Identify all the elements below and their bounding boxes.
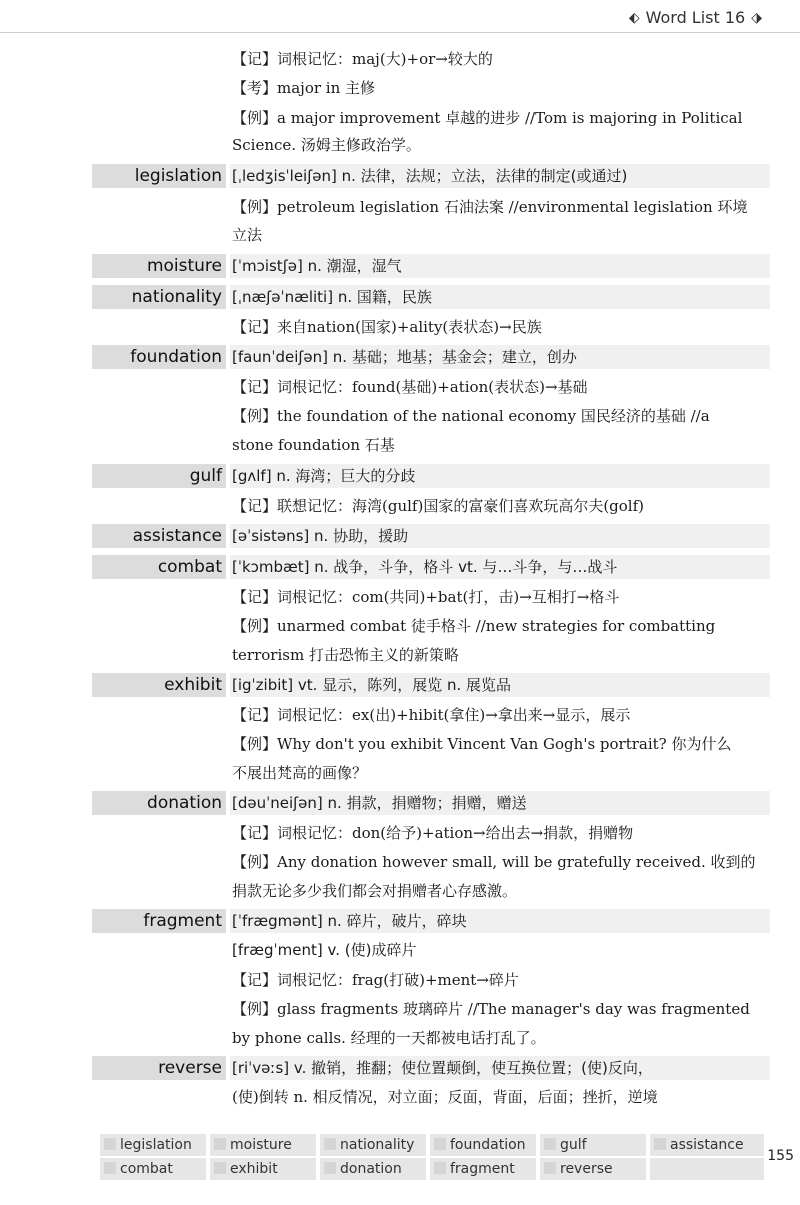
checkbox-icon <box>544 1162 556 1174</box>
diamond-arrow-icon: ⬗ <box>751 9 762 26</box>
review-item: nationality <box>320 1134 426 1156</box>
entry-memory: 【记】词根记忆：found(基础)+ation(表状态)→基础 <box>232 378 588 396</box>
review-item: exhibit <box>210 1158 316 1180</box>
entry-definition: [gʌlf] n. 海湾；巨大的分歧 <box>232 467 416 485</box>
headword-exhibit: exhibit <box>92 673 226 697</box>
entry-definition: [faunˈdeiʃən] n. 基础；地基；基金会；建立，创办 <box>232 348 577 366</box>
entry-example: 【例】unarmed combat 徒手格斗 //new strategies for combatting <box>232 617 716 635</box>
entry-memory: 【记】联想记忆：海湾(gulf)国家的富豪们喜欢玩高尔夫(golf) <box>232 497 645 515</box>
word-list-title: Word List 16 <box>645 8 746 27</box>
entry-example: 【例】Why don't you exhibit Vincent Van Gogh's portrait? 你为什么 <box>232 735 732 753</box>
entry-memory: 【记】词根记忆：com(共同)+bat(打，击)→互相打→格斗 <box>232 588 620 606</box>
entry-example: 不展出梵高的画像？ <box>232 764 368 782</box>
review-item: moisture <box>210 1134 316 1156</box>
entry-definition: [ˈkɔmbæt] n. 战争，斗争，格斗 vt. 与…斗争，与…战斗 <box>232 558 618 576</box>
checkbox-icon <box>104 1162 116 1174</box>
checkbox-icon <box>104 1138 116 1150</box>
entry-example: 【例】the foundation of the national economy 国民经济的基础 //a <box>232 407 710 425</box>
review-item: reverse <box>540 1158 646 1180</box>
headword-assistance: assistance <box>92 524 226 548</box>
review-item-empty <box>650 1158 764 1180</box>
entry-definition: [igˈzibit] vt. 显示，陈列，展览 n. 展览品 <box>232 676 512 694</box>
entry-definition: [ˌledʒisˈleiʃən] n. 法律，法规；立法，法律的制定(或通过) <box>232 167 628 185</box>
review-item: donation <box>320 1158 426 1180</box>
headword-fragment: fragment <box>92 909 226 933</box>
entry-memory: 【记】来自nation(国家)+ality(表状态)→民族 <box>232 318 542 336</box>
entry-line: Science. 汤姆主修政治学。 <box>232 136 421 154</box>
review-item: assistance <box>650 1134 764 1156</box>
page-header <box>629 8 762 27</box>
entry-memory: 【记】词根记忆：frag(打破)+ment→碎片 <box>232 971 519 989</box>
entry-definition: [frægˈment] v. (使)成碎片 <box>232 941 417 959</box>
headword-combat: combat <box>92 555 226 579</box>
entry-line: 【考】major in 主修 <box>232 79 376 97</box>
entry-example: by phone calls. 经理的一天都被电话打乱了。 <box>232 1029 546 1047</box>
entry-definition: [əˈsistəns] n. 协助，援助 <box>232 527 409 545</box>
checkbox-icon <box>324 1138 336 1150</box>
headword-reverse: reverse <box>92 1056 226 1080</box>
review-panel <box>100 1134 764 1182</box>
entry-memory: 【记】词根记忆：ex(出)+hibit(拿住)→拿出来→显示，展示 <box>232 706 631 724</box>
entry-example: terrorism 打击恐怖主义的新策略 <box>232 646 459 664</box>
headword-foundation: foundation <box>92 345 226 369</box>
review-item: fragment <box>430 1158 536 1180</box>
checkbox-icon <box>434 1162 446 1174</box>
entry-line: 【例】a major improvement 卓越的进步 //Tom is majoring in Political <box>232 109 743 127</box>
entry-example: 捐款无论多少我们都会对捐赠者心存感激。 <box>232 882 518 900</box>
page-number: 155 <box>767 1148 794 1164</box>
headword-gulf: gulf <box>92 464 226 488</box>
headword-nationality: nationality <box>92 285 226 309</box>
checkbox-icon <box>544 1138 556 1150</box>
review-item: foundation <box>430 1134 536 1156</box>
header-divider <box>0 32 800 33</box>
entry-definition: [ˌnæʃəˈnæliti] n. 国籍，民族 <box>232 288 432 306</box>
entry-definition: [ˈfrægmənt] n. 碎片，破片，碎块 <box>232 912 467 930</box>
review-item: combat <box>100 1158 206 1180</box>
headword-legislation: legislation <box>92 164 226 188</box>
diamond-arrow-icon: ⬖ <box>628 9 640 26</box>
checkbox-icon <box>654 1138 666 1150</box>
entry-example: 【例】Any donation however small, will be gratefully received. 收到的 <box>232 853 756 871</box>
headword-donation: donation <box>92 791 226 815</box>
review-item: legislation <box>100 1134 206 1156</box>
checkbox-icon <box>434 1138 446 1150</box>
checkbox-icon <box>214 1162 226 1174</box>
checkbox-icon <box>324 1162 336 1174</box>
entry-example: 【例】glass fragments 玻璃碎片 //The manager's day was fragmented <box>232 1000 750 1018</box>
entry-example: stone foundation 石基 <box>232 436 395 454</box>
checkbox-icon <box>214 1138 226 1150</box>
headword-moisture: moisture <box>92 254 226 278</box>
entry-definition: [riˈvəːs] v. 撤销，推翻；使位置颠倒，使互换位置；(使)反向， <box>232 1059 653 1077</box>
entry-example: 【例】petroleum legislation 石油法案 //environmental legislation 环境 <box>232 198 748 216</box>
entry-definition: [ˈmɔistʃə] n. 潮湿，湿气 <box>232 257 402 275</box>
entry-memory: 【记】词根记忆：don(给予)+ation→给出去→捐款，捐赠物 <box>232 824 634 842</box>
entry-definition: (使)倒转 n. 相反情况，对立面；反面，背面，后面；挫折，逆境 <box>232 1088 658 1106</box>
entry-definition: [dəuˈneiʃən] n. 捐款，捐赠物；捐赠，赠送 <box>232 794 527 812</box>
entry-example: 立法 <box>232 226 263 244</box>
review-item: gulf <box>540 1134 646 1156</box>
entry-line: 【记】词根记忆：maj(大)+or→较大的 <box>232 50 493 68</box>
